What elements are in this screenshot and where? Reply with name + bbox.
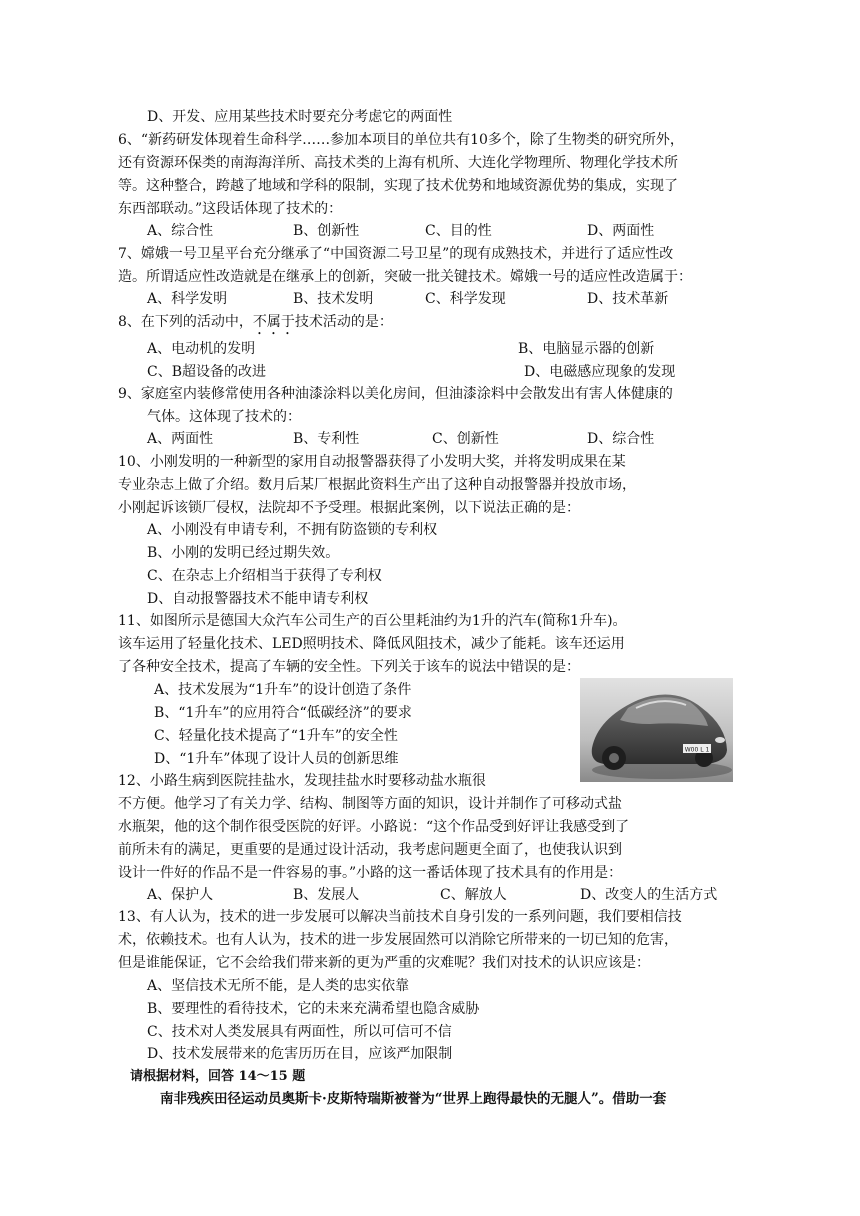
q12-stem-line-4: 前所未有的满足，更重要的是通过设计活动，我考虑问题更全面了，也使我认识到 [118,842,622,858]
q8-stem-emphasis: 不属于 [252,314,295,330]
passage-line-1: 南非残疾田径运动员奥斯卡·皮斯特瑞斯被誉为“世界上跑得最快的无腿人”。借助一套 [160,1091,667,1107]
q12-option-a: A、保护人 [147,887,214,903]
q11-option-b: B、“1升车”的应用符合“低碳经济”的要求 [154,705,412,721]
q9-option-b: B、专利性 [293,431,360,447]
q6-option-c: C、目的性 [425,223,492,239]
q12-stem-line-2: 不方便。他学习了有关力学、结构、制图等方面的知识，设计并制作了可移动式盐 [118,796,622,812]
q11-option-d: D、“1升车”体现了设计人员的创新思维 [154,751,399,767]
q10-stem-line-3: 小刚起诉该锁厂侵权，法院却不予受理。根据此案例，以下说法正确的是： [118,500,580,516]
q10-option-a: A、小刚没有申请专利，不拥有防盗锁的专利权 [147,522,438,538]
q8-option-d: D、电磁感应现象的发现 [524,364,676,380]
q10-option-b: B、小刚的发明已经过期失效。 [147,545,340,561]
q7-option-c: C、科学发现 [425,291,506,307]
q10-option-d: D、自动报警器技术不能申请专利权 [147,591,369,607]
q6-option-b: B、创新性 [293,223,360,239]
q6-option-a: A、综合性 [147,223,214,239]
q11-option-c: C、轻量化技术提高了“1升车”的安全性 [154,728,398,744]
q9-stem-line-1: 9、家庭室内装修常使用各种油漆涂料以美化房间，但油漆涂料中会散发出有害人体健康的 [118,386,673,402]
q9-stem-line-2: 气体。这体现了技术的： [147,409,301,425]
q6-stem-line-4: 东西部联动。”这段话体现了技术的： [118,201,343,217]
car-plate-text: W00 L 1 [684,746,710,754]
q11-stem-line-3: 了各种安全技术，提高了车辆的安全性。下列关于该车的说法中错误的是： [118,659,580,675]
q11-option-a: A、技术发展为“1升车”的设计创造了条件 [154,682,412,698]
q10-stem-line-2: 专业杂志上做了介绍。数月后某厂根据此资料生产出了这种自动报警器并投放市场， [118,477,636,493]
q9-option-d: D、综合性 [587,431,655,447]
q8-option-a: A、电动机的发明 [147,341,256,357]
q13-stem-line-1: 13、有人认为，技术的进一步发展可以解决当前技术自身引发的一系列问题，我们要相信技 [118,909,682,925]
q12-option-d: D、改变人的生活方式 [580,887,718,903]
q7-option-d: D、技术革新 [587,291,669,307]
q10-option-c: C、在杂志上介绍相当于获得了专利权 [147,568,382,584]
q8-option-b: B、电脑显示器的创新 [518,341,655,357]
q7-option-a: A、科学发明 [147,291,228,307]
q12-stem-line-3: 水瓶架，他的这个制作很受医院的好评。小路说：“这个作品受到好评让我感受到了 [118,819,630,835]
q6-stem-line-3: 等。这种整合，跨越了地域和学科的限制，实现了技术优势和地域资源优势的集成，实现了 [118,178,678,194]
car-photo [580,678,733,782]
q7-stem-line-1: 7、嫦娥一号卫星平台充分继承了“中国资源二号卫星”的现有成熟技术，并进行了适应性改 [118,246,674,262]
q9-option-a: A、两面性 [147,431,214,447]
q6-stem-line-1: 6、“新药研发体现着生命科学……参加本项目的单位共有10多个，除了生物类的研究所外， [118,132,684,148]
section-heading: 请根据材料，回答 14～15 题 [130,1069,306,1084]
q12-stem-line-5: 设计一件好的作品不是一件容易的事。”小路的这一番话体现了技术具有的作用是： [118,865,623,881]
q7-option-b: B、技术发明 [293,291,374,307]
q12-option-b: B、发展人 [293,887,360,903]
q6-stem-line-2: 还有资源环保类的南海海洋所、高技术类的上海有机所、大连化学物理所、物理化学技术所 [118,155,678,171]
q7-stem-line-2: 造。所谓适应性改造就是在继承上的创新，突破一批关键技术。嫦娥一号的适应性改造属于： [118,269,692,285]
q5-option-d: D、开发、应用某些技术时要充分考虑它的两面性 [147,109,453,125]
q6-option-d: D、两面性 [587,223,655,239]
q8-stem-post: 技术活动的是： [294,314,393,330]
q13-option-c: C、技术对人类发展具有两面性，所以可信可不信 [147,1024,452,1040]
car-illustration [580,678,733,782]
q12-stem-line-1: 12、小路生病到医院挂盐水，发现挂盐水时要移动盐水瓶很 [118,773,486,789]
q13-stem-line-2: 术，依赖技术。也有人认为，技术的进一步发展固然可以消除它所带来的一切已知的危害， [118,932,678,948]
q8-option-c: C、B超设备的改进 [147,364,266,380]
q11-stem-line-2: 该车运用了轻量化技术、LED照明技术、降低风阻技术，减少了能耗。该车还运用 [118,636,625,652]
q11-stem-line-1: 11、如图所示是德国大众汽车公司生产的百公里耗油约为1升的汽车(简称1升车)。 [118,613,627,629]
q13-option-d: D、技术发展带来的危害历历在目，应该严加限制 [147,1046,453,1062]
q10-stem-line-1: 10、小刚发明的一种新型的家用自动报警器获得了小发明大奖，并将发明成果在某 [118,454,626,470]
q13-option-b: B、要理性的看待技术，它的未来充满希望也隐含威胁 [147,1001,480,1017]
q9-option-c: C、创新性 [432,431,499,447]
q8-stem [118,311,393,338]
q13-stem-line-3: 但是谁能保证，它不会给我们带来新的更为严重的灾难呢？我们对技术的认识应该是： [118,955,650,971]
q13-option-a: A、坚信技术无所不能，是人类的忠实依靠 [147,978,410,994]
q8-stem-pre: 8、在下列的活动中， [118,314,253,330]
q12-option-c: C、解放人 [440,887,507,903]
